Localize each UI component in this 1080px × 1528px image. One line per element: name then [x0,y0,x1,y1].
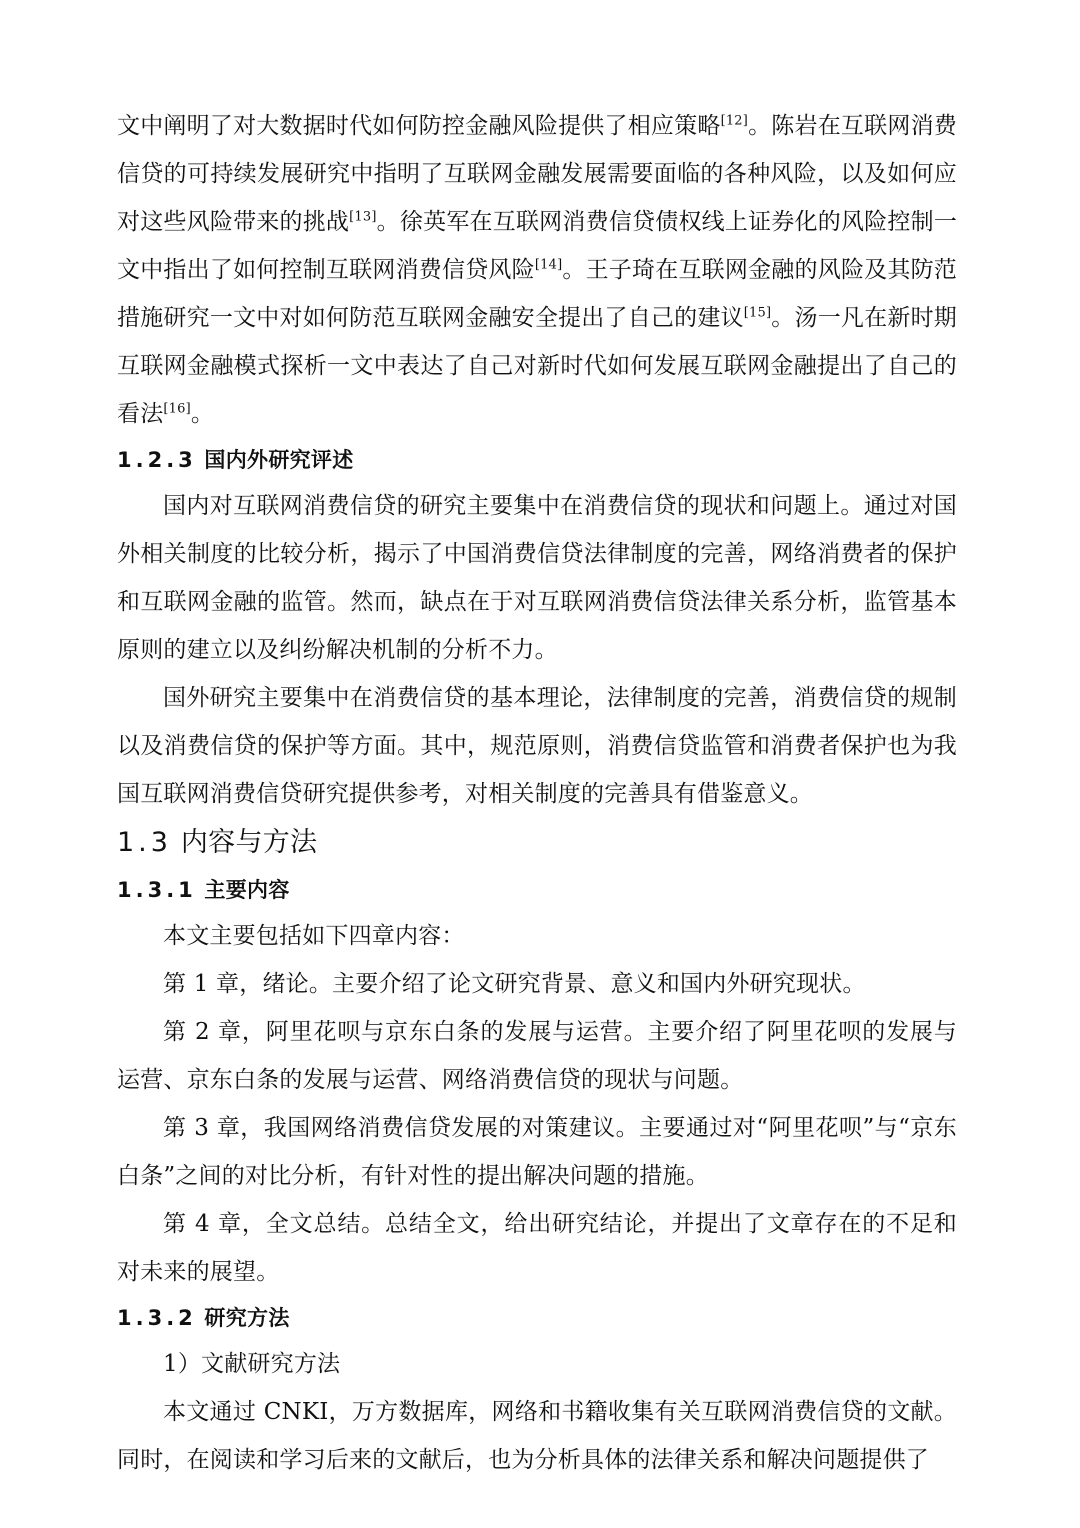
citation-14: [14] [534,257,563,273]
chapter-1-summary: 第 1 章，绪论。主要介绍了论文研究背景、意义和国内外研究现状。 [163,971,866,997]
intro-paragraph [117,102,957,438]
page-content [117,102,957,1484]
citation-15: [15] [743,305,772,321]
section-number: 1.3 [117,827,172,858]
section-title: 研究方法 [204,1306,290,1330]
section-heading-1-3-1 [117,868,957,912]
intro-text-3: 。徐英军在互联网消费信贷债权线上证券化的风险控制一文中指出了如何控制互联网消费信贷风险 [117,209,958,283]
chapter-3-summary: 第 3 章，我国网络消费信贷发展的对策建议。主要通过对“阿里花呗”与“京东白条”之间的对比分析，有针对性的提出解决问题的措施。 [117,1115,957,1189]
domestic-review-paragraph: 国内对互联网消费信贷的研究主要集中在消费信贷的现状和问题上。通过对国外相关制度的比较分析，揭示了中国消费信贷法律制度的完善，网络消费者的保护和互联网金融的监管。然而，缺点在于对互联网消费信贷法律关系分析，监管基本原则的建立以及纠纷解决机制的分析不力。 [117,493,957,663]
foreign-review-paragraph: 国外研究主要集中在消费信贷的基本理论，法律制度的完善，消费信贷的规制以及消费信贷的保护等方面。其中，规范原则，消费信贷监管和消费者保护也为我国互联网消费信贷研究提供参考，对相关制度的完善具有借鉴意义。 [117,685,957,807]
chapter-4-summary: 第 4 章，全文总结。总结全文，给出研究结论，并提出了文章存在的不足和对未来的展望。 [117,1211,957,1285]
section-title: 内容与方法 [180,827,318,858]
chapter-2-summary: 第 2 章，阿里花呗与京东白条的发展与运营。主要介绍了阿里花呗的发展与运营、京东白条的发展与运营、网络消费信贷的现状与问题。 [117,1019,957,1093]
citation-16: [16] [163,401,191,417]
section-title: 国内外研究评述 [204,448,354,472]
intro-text-1: 文中阐明了对大数据时代如何防控金融风险提供了相应策略 [117,113,721,139]
citation-13: [13] [349,209,377,225]
section-number: 1.2.3 [117,448,197,472]
citation-12: [12] [720,113,749,129]
section-number: 1.3.2 [117,1306,197,1330]
section-number: 1.3.1 [117,878,197,902]
section-title: 主要内容 [204,878,290,902]
section-heading-1-3-2 [117,1296,957,1340]
section-heading-1-2-3 [117,438,957,482]
intro-text-6: 。 [190,401,215,427]
contents-intro: 本文主要包括如下四章内容： [163,923,465,949]
method-item-1-title: 1）文献研究方法 [163,1351,341,1377]
intro-text-2: 。陈岩在互联网消费信贷的可持续发展研究中指明了互联网金融发展需要面临的各种风险，以及如何应对这些风险带来的挑战 [117,113,957,235]
intro-text-5: 。汤一凡在新时期互联网金融模式探析一文中表达了自己对新时代如何发展互联网金融提出了自己的看法 [117,305,957,427]
method-item-1-text: 本文通过 CNKI，万方数据库，网络和书籍收集有关互联网消费信贷的文献。同时，在阅读和学习后来的文献后，也为分析具体的法律关系和解决问题提供了 [117,1399,957,1473]
intro-text-4: 。王子琦在互联网金融的风险及其防范措施研究一文中对如何防范互联网金融安全提出了自己的建议 [117,257,957,331]
section-heading-1-3 [117,818,957,868]
